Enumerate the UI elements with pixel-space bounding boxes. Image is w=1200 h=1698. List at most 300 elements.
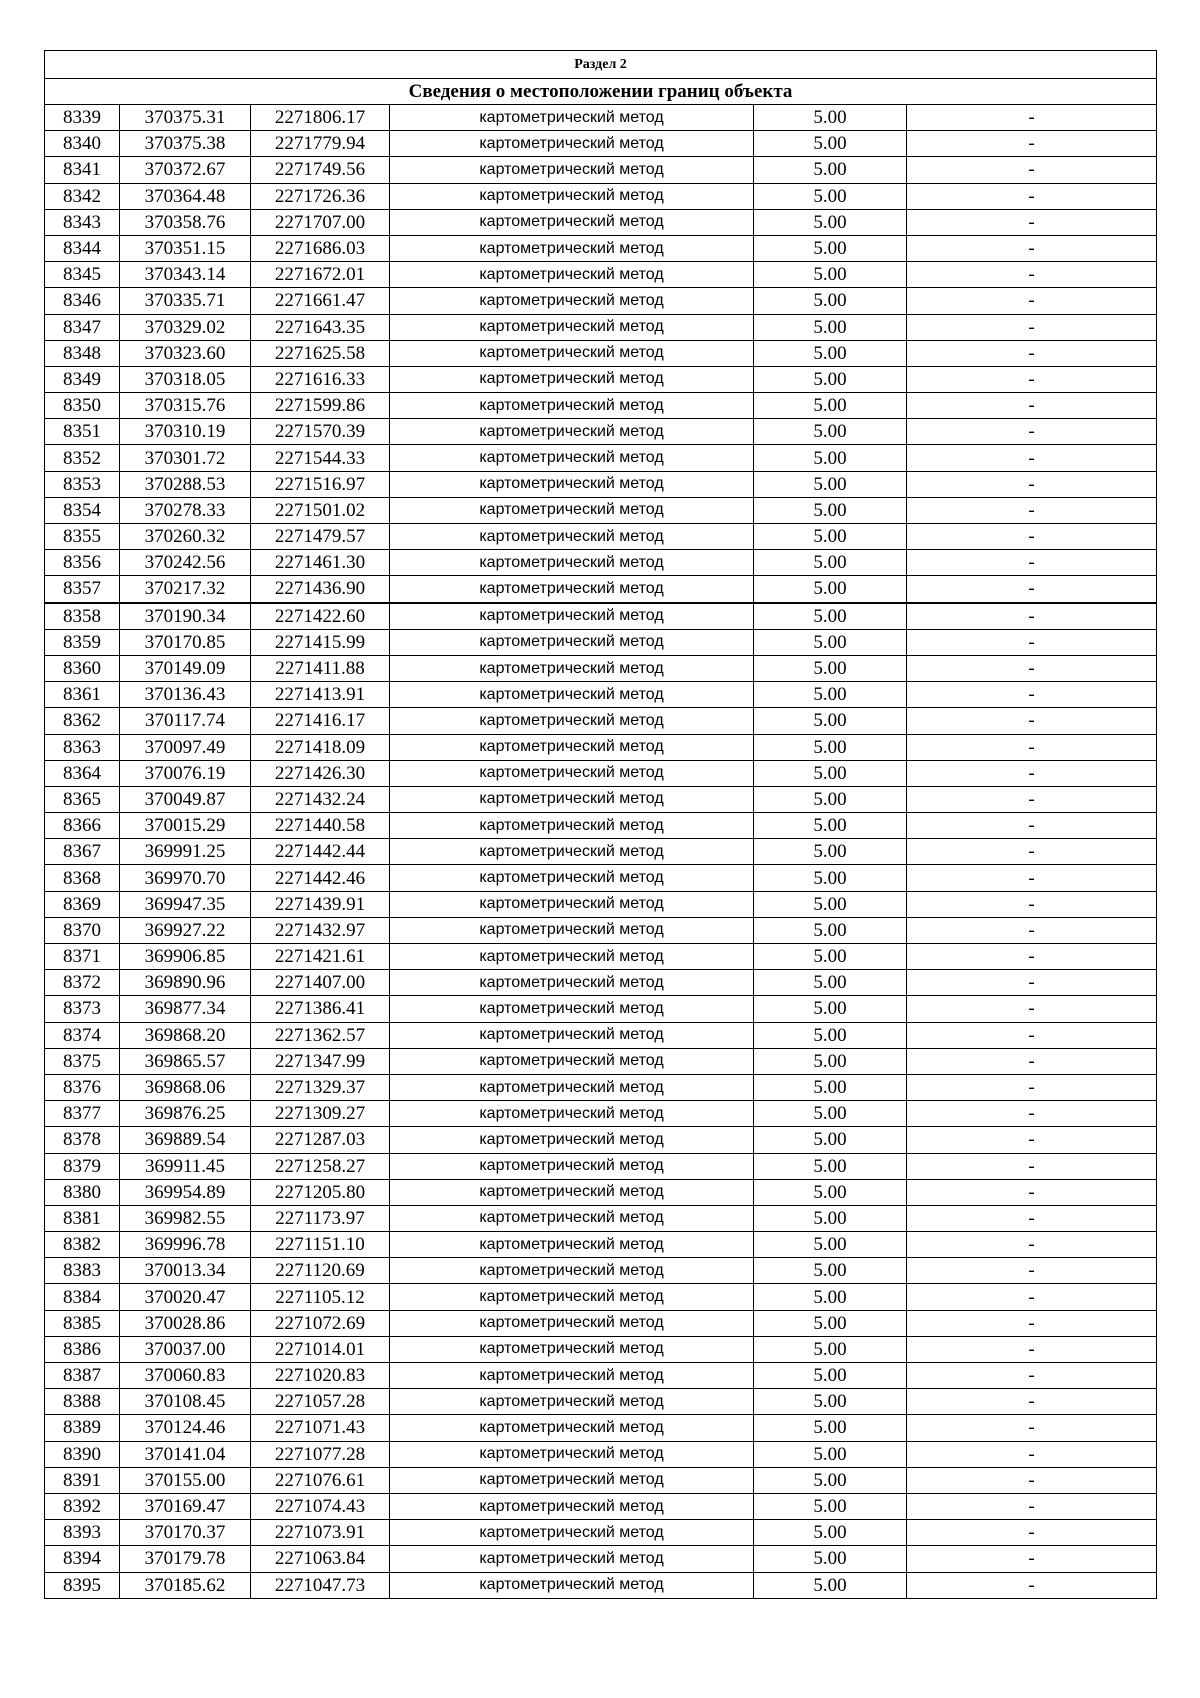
- point-number-cell: 8385: [45, 1310, 120, 1336]
- description-cell: -: [907, 445, 1157, 471]
- description-cell: -: [907, 419, 1157, 445]
- description-cell: -: [907, 209, 1157, 235]
- method-cell: картометрический метод: [390, 235, 754, 261]
- point-number-cell: 8362: [45, 708, 120, 734]
- table-row: [45, 550, 1157, 576]
- accuracy-cell: 5.00: [754, 209, 907, 235]
- x-coordinate-cell: 370170.37: [120, 1520, 251, 1546]
- method-cell: картометрический метод: [390, 1520, 754, 1546]
- y-coordinate-cell: 2271726.36: [251, 183, 390, 209]
- accuracy-cell: 5.00: [754, 760, 907, 786]
- point-number-cell: 8345: [45, 262, 120, 288]
- description-cell: -: [907, 970, 1157, 996]
- description-cell: -: [907, 550, 1157, 576]
- accuracy-cell: 5.00: [754, 1520, 907, 1546]
- description-cell: -: [907, 235, 1157, 261]
- accuracy-cell: 5.00: [754, 1284, 907, 1310]
- table-row: [45, 366, 1157, 392]
- point-number-cell: 8386: [45, 1336, 120, 1362]
- description-cell: -: [907, 1153, 1157, 1179]
- y-coordinate-cell: 2271440.58: [251, 813, 390, 839]
- accuracy-cell: 5.00: [754, 603, 907, 630]
- y-coordinate-cell: 2271415.99: [251, 629, 390, 655]
- x-coordinate-cell: 369982.55: [120, 1205, 251, 1231]
- table-row: [45, 288, 1157, 314]
- x-coordinate-cell: 369991.25: [120, 839, 251, 865]
- y-coordinate-cell: 2271014.01: [251, 1336, 390, 1362]
- x-coordinate-cell: 370323.60: [120, 340, 251, 366]
- y-coordinate-cell: 2271616.33: [251, 366, 390, 392]
- x-coordinate-cell: 369890.96: [120, 970, 251, 996]
- x-coordinate-cell: 370185.62: [120, 1572, 251, 1598]
- table-row: [45, 1101, 1157, 1127]
- method-cell: картометрический метод: [390, 471, 754, 497]
- point-number-cell: 8377: [45, 1101, 120, 1127]
- x-coordinate-cell: 370169.47: [120, 1493, 251, 1519]
- point-number-cell: 8382: [45, 1232, 120, 1258]
- method-cell: картометрический метод: [390, 1441, 754, 1467]
- table-row: [45, 209, 1157, 235]
- table-row: [45, 1127, 1157, 1153]
- description-cell: -: [907, 944, 1157, 970]
- description-cell: -: [907, 105, 1157, 131]
- method-cell: картометрический метод: [390, 1310, 754, 1336]
- point-number-cell: 8353: [45, 471, 120, 497]
- method-cell: картометрический метод: [390, 209, 754, 235]
- method-cell: картометрический метод: [390, 105, 754, 131]
- accuracy-cell: 5.00: [754, 1258, 907, 1284]
- method-cell: картометрический метод: [390, 576, 754, 603]
- method-cell: картометрический метод: [390, 1493, 754, 1519]
- x-coordinate-cell: 370141.04: [120, 1441, 251, 1467]
- description-cell: -: [907, 1310, 1157, 1336]
- y-coordinate-cell: 2271063.84: [251, 1546, 390, 1572]
- table-row: [45, 682, 1157, 708]
- x-coordinate-cell: 370278.33: [120, 497, 251, 523]
- method-cell: картометрический метод: [390, 813, 754, 839]
- point-number-cell: 8360: [45, 655, 120, 681]
- method-cell: картометрический метод: [390, 996, 754, 1022]
- y-coordinate-cell: 2271362.57: [251, 1022, 390, 1048]
- description-cell: -: [907, 917, 1157, 943]
- point-number-cell: 8342: [45, 183, 120, 209]
- x-coordinate-cell: 370329.02: [120, 314, 251, 340]
- description-cell: -: [907, 393, 1157, 419]
- y-coordinate-cell: 2271020.83: [251, 1363, 390, 1389]
- point-number-cell: 8392: [45, 1493, 120, 1519]
- method-cell: картометрический метод: [390, 708, 754, 734]
- accuracy-cell: 5.00: [754, 1048, 907, 1074]
- accuracy-cell: 5.00: [754, 1546, 907, 1572]
- y-coordinate-cell: 2271442.44: [251, 839, 390, 865]
- table-row: [45, 393, 1157, 419]
- y-coordinate-cell: 2271347.99: [251, 1048, 390, 1074]
- x-coordinate-cell: 369954.89: [120, 1179, 251, 1205]
- x-coordinate-cell: 370301.72: [120, 445, 251, 471]
- y-coordinate-cell: 2271407.00: [251, 970, 390, 996]
- point-number-cell: 8344: [45, 235, 120, 261]
- table-row: [45, 576, 1157, 603]
- y-coordinate-cell: 2271411.88: [251, 655, 390, 681]
- description-cell: -: [907, 131, 1157, 157]
- method-cell: картометрический метод: [390, 891, 754, 917]
- method-cell: картометрический метод: [390, 550, 754, 576]
- point-number-cell: 8387: [45, 1363, 120, 1389]
- x-coordinate-cell: 370108.45: [120, 1389, 251, 1415]
- point-number-cell: 8363: [45, 734, 120, 760]
- description-cell: -: [907, 1493, 1157, 1519]
- accuracy-cell: 5.00: [754, 1153, 907, 1179]
- accuracy-cell: 5.00: [754, 1310, 907, 1336]
- point-number-cell: 8352: [45, 445, 120, 471]
- accuracy-cell: 5.00: [754, 839, 907, 865]
- x-coordinate-cell: 370315.76: [120, 393, 251, 419]
- y-coordinate-cell: 2271707.00: [251, 209, 390, 235]
- description-cell: -: [907, 1232, 1157, 1258]
- description-cell: -: [907, 1415, 1157, 1441]
- y-coordinate-cell: 2271432.97: [251, 917, 390, 943]
- y-coordinate-cell: 2271076.61: [251, 1467, 390, 1493]
- table-row: [45, 524, 1157, 550]
- table-row: [45, 786, 1157, 812]
- description-cell: -: [907, 314, 1157, 340]
- y-coordinate-cell: 2271442.46: [251, 865, 390, 891]
- description-cell: -: [907, 288, 1157, 314]
- point-number-cell: 8367: [45, 839, 120, 865]
- table-row: [45, 655, 1157, 681]
- y-coordinate-cell: 2271074.43: [251, 1493, 390, 1519]
- method-cell: картометрический метод: [390, 262, 754, 288]
- point-number-cell: 8366: [45, 813, 120, 839]
- accuracy-cell: 5.00: [754, 1022, 907, 1048]
- description-cell: -: [907, 497, 1157, 523]
- description-cell: -: [907, 262, 1157, 288]
- accuracy-cell: 5.00: [754, 288, 907, 314]
- accuracy-cell: 5.00: [754, 996, 907, 1022]
- method-cell: картометрический метод: [390, 629, 754, 655]
- table-row: [45, 760, 1157, 786]
- section-title: Сведения о местоположении границ объекта: [45, 79, 1157, 105]
- y-coordinate-cell: 2271418.09: [251, 734, 390, 760]
- y-coordinate-cell: 2271461.30: [251, 550, 390, 576]
- x-coordinate-cell: 370351.15: [120, 235, 251, 261]
- table-row: [45, 813, 1157, 839]
- description-cell: -: [907, 760, 1157, 786]
- point-number-cell: 8350: [45, 393, 120, 419]
- y-coordinate-cell: 2271479.57: [251, 524, 390, 550]
- y-coordinate-cell: 2271205.80: [251, 1179, 390, 1205]
- x-coordinate-cell: 369868.20: [120, 1022, 251, 1048]
- point-number-cell: 8354: [45, 497, 120, 523]
- table-row: [45, 262, 1157, 288]
- y-coordinate-cell: 2271643.35: [251, 314, 390, 340]
- description-cell: -: [907, 603, 1157, 630]
- x-coordinate-cell: 370076.19: [120, 760, 251, 786]
- accuracy-cell: 5.00: [754, 183, 907, 209]
- x-coordinate-cell: 370358.76: [120, 209, 251, 235]
- method-cell: картометрический метод: [390, 314, 754, 340]
- description-cell: -: [907, 1546, 1157, 1572]
- table-row: [45, 340, 1157, 366]
- table-row: [45, 1310, 1157, 1336]
- point-number-cell: 8341: [45, 157, 120, 183]
- description-cell: -: [907, 1258, 1157, 1284]
- point-number-cell: 8361: [45, 682, 120, 708]
- description-cell: -: [907, 891, 1157, 917]
- point-number-cell: 8391: [45, 1467, 120, 1493]
- table-row: [45, 1546, 1157, 1572]
- method-cell: картометрический метод: [390, 1467, 754, 1493]
- accuracy-cell: 5.00: [754, 235, 907, 261]
- y-coordinate-cell: 2271105.12: [251, 1284, 390, 1310]
- point-number-cell: 8388: [45, 1389, 120, 1415]
- description-cell: -: [907, 1572, 1157, 1598]
- point-number-cell: 8368: [45, 865, 120, 891]
- accuracy-cell: 5.00: [754, 1127, 907, 1153]
- x-coordinate-cell: 369996.78: [120, 1232, 251, 1258]
- table-row: [45, 1022, 1157, 1048]
- x-coordinate-cell: 370372.67: [120, 157, 251, 183]
- point-number-cell: 8340: [45, 131, 120, 157]
- y-coordinate-cell: 2271422.60: [251, 603, 390, 630]
- point-number-cell: 8356: [45, 550, 120, 576]
- method-cell: картометрический метод: [390, 1572, 754, 1598]
- description-cell: -: [907, 1389, 1157, 1415]
- table-row: [45, 157, 1157, 183]
- accuracy-cell: 5.00: [754, 944, 907, 970]
- y-coordinate-cell: 2271501.02: [251, 497, 390, 523]
- method-cell: картометрический метод: [390, 1101, 754, 1127]
- table-row: [45, 944, 1157, 970]
- accuracy-cell: 5.00: [754, 1336, 907, 1362]
- method-cell: картометрический метод: [390, 524, 754, 550]
- table-row: [45, 891, 1157, 917]
- description-cell: -: [907, 708, 1157, 734]
- table-row: [45, 1389, 1157, 1415]
- accuracy-cell: 5.00: [754, 340, 907, 366]
- x-coordinate-cell: 370124.46: [120, 1415, 251, 1441]
- point-number-cell: 8347: [45, 314, 120, 340]
- point-number-cell: 8359: [45, 629, 120, 655]
- table-row: [45, 445, 1157, 471]
- y-coordinate-cell: 2271436.90: [251, 576, 390, 603]
- point-number-cell: 8378: [45, 1127, 120, 1153]
- y-coordinate-cell: 2271544.33: [251, 445, 390, 471]
- point-number-cell: 8379: [45, 1153, 120, 1179]
- description-cell: -: [907, 839, 1157, 865]
- section-title-row: [45, 79, 1157, 105]
- accuracy-cell: 5.00: [754, 917, 907, 943]
- y-coordinate-cell: 2271071.43: [251, 1415, 390, 1441]
- table-row: [45, 183, 1157, 209]
- description-cell: -: [907, 1179, 1157, 1205]
- table-row: [45, 1153, 1157, 1179]
- x-coordinate-cell: 369865.57: [120, 1048, 251, 1074]
- x-coordinate-cell: 369877.34: [120, 996, 251, 1022]
- point-number-cell: 8394: [45, 1546, 120, 1572]
- y-coordinate-cell: 2271386.41: [251, 996, 390, 1022]
- description-cell: -: [907, 629, 1157, 655]
- accuracy-cell: 5.00: [754, 708, 907, 734]
- accuracy-cell: 5.00: [754, 157, 907, 183]
- table-row: [45, 1572, 1157, 1598]
- accuracy-cell: 5.00: [754, 786, 907, 812]
- table-row: [45, 235, 1157, 261]
- description-cell: -: [907, 682, 1157, 708]
- table-row: [45, 865, 1157, 891]
- description-cell: -: [907, 1074, 1157, 1100]
- point-number-cell: 8383: [45, 1258, 120, 1284]
- section-label-row: [45, 51, 1157, 79]
- method-cell: картометрический метод: [390, 393, 754, 419]
- y-coordinate-cell: 2271749.56: [251, 157, 390, 183]
- point-number-cell: 8371: [45, 944, 120, 970]
- x-coordinate-cell: 370117.74: [120, 708, 251, 734]
- table-row: [45, 419, 1157, 445]
- accuracy-cell: 5.00: [754, 576, 907, 603]
- table-row: [45, 131, 1157, 157]
- description-cell: -: [907, 524, 1157, 550]
- x-coordinate-cell: 370335.71: [120, 288, 251, 314]
- description-cell: -: [907, 655, 1157, 681]
- accuracy-cell: 5.00: [754, 262, 907, 288]
- x-coordinate-cell: 370049.87: [120, 786, 251, 812]
- point-number-cell: 8384: [45, 1284, 120, 1310]
- point-number-cell: 8355: [45, 524, 120, 550]
- y-coordinate-cell: 2271779.94: [251, 131, 390, 157]
- table-row: [45, 839, 1157, 865]
- x-coordinate-cell: 370170.85: [120, 629, 251, 655]
- x-coordinate-cell: 369947.35: [120, 891, 251, 917]
- table-row: [45, 1179, 1157, 1205]
- y-coordinate-cell: 2271329.37: [251, 1074, 390, 1100]
- description-cell: -: [907, 1101, 1157, 1127]
- description-cell: -: [907, 1022, 1157, 1048]
- x-coordinate-cell: 369906.85: [120, 944, 251, 970]
- description-cell: -: [907, 366, 1157, 392]
- method-cell: картометрический метод: [390, 1022, 754, 1048]
- method-cell: картометрический метод: [390, 340, 754, 366]
- accuracy-cell: 5.00: [754, 629, 907, 655]
- table-row: [45, 1336, 1157, 1362]
- description-cell: -: [907, 734, 1157, 760]
- accuracy-cell: 5.00: [754, 682, 907, 708]
- y-coordinate-cell: 2271173.97: [251, 1205, 390, 1231]
- x-coordinate-cell: 370217.32: [120, 576, 251, 603]
- method-cell: картометрический метод: [390, 603, 754, 630]
- table-row: [45, 629, 1157, 655]
- accuracy-cell: 5.00: [754, 393, 907, 419]
- description-cell: -: [907, 340, 1157, 366]
- x-coordinate-cell: 369889.54: [120, 1127, 251, 1153]
- y-coordinate-cell: 2271570.39: [251, 419, 390, 445]
- method-cell: картометрический метод: [390, 1363, 754, 1389]
- accuracy-cell: 5.00: [754, 524, 907, 550]
- table-row: [45, 1074, 1157, 1100]
- point-number-cell: 8343: [45, 209, 120, 235]
- accuracy-cell: 5.00: [754, 1074, 907, 1100]
- table-row: [45, 996, 1157, 1022]
- method-cell: картометрический метод: [390, 655, 754, 681]
- method-cell: картометрический метод: [390, 917, 754, 943]
- x-coordinate-cell: 370242.56: [120, 550, 251, 576]
- accuracy-cell: 5.00: [754, 497, 907, 523]
- accuracy-cell: 5.00: [754, 1389, 907, 1415]
- method-cell: картометрический метод: [390, 760, 754, 786]
- accuracy-cell: 5.00: [754, 366, 907, 392]
- point-number-cell: 8389: [45, 1415, 120, 1441]
- point-number-cell: 8369: [45, 891, 120, 917]
- method-cell: картометрический метод: [390, 1153, 754, 1179]
- y-coordinate-cell: 2271047.73: [251, 1572, 390, 1598]
- x-coordinate-cell: 369911.45: [120, 1153, 251, 1179]
- accuracy-cell: 5.00: [754, 1101, 907, 1127]
- accuracy-cell: 5.00: [754, 1493, 907, 1519]
- method-cell: картометрический метод: [390, 682, 754, 708]
- table-row: [45, 1232, 1157, 1258]
- accuracy-cell: 5.00: [754, 1572, 907, 1598]
- table-row: [45, 708, 1157, 734]
- table-row: [45, 1441, 1157, 1467]
- method-cell: картометрический метод: [390, 157, 754, 183]
- x-coordinate-cell: 370028.86: [120, 1310, 251, 1336]
- method-cell: картометрический метод: [390, 1205, 754, 1231]
- accuracy-cell: 5.00: [754, 655, 907, 681]
- point-number-cell: 8358: [45, 603, 120, 630]
- method-cell: картометрический метод: [390, 1415, 754, 1441]
- y-coordinate-cell: 2271599.86: [251, 393, 390, 419]
- y-coordinate-cell: 2271258.27: [251, 1153, 390, 1179]
- accuracy-cell: 5.00: [754, 1179, 907, 1205]
- accuracy-cell: 5.00: [754, 445, 907, 471]
- description-cell: -: [907, 576, 1157, 603]
- x-coordinate-cell: 370020.47: [120, 1284, 251, 1310]
- boundary-coordinates-table: [44, 50, 1157, 1599]
- accuracy-cell: 5.00: [754, 813, 907, 839]
- description-cell: -: [907, 865, 1157, 891]
- point-number-cell: 8390: [45, 1441, 120, 1467]
- point-number-cell: 8372: [45, 970, 120, 996]
- description-cell: -: [907, 471, 1157, 497]
- description-cell: -: [907, 1284, 1157, 1310]
- x-coordinate-cell: 370288.53: [120, 471, 251, 497]
- accuracy-cell: 5.00: [754, 1441, 907, 1467]
- description-cell: -: [907, 1441, 1157, 1467]
- method-cell: картометрический метод: [390, 1258, 754, 1284]
- description-cell: -: [907, 1363, 1157, 1389]
- point-number-cell: 8348: [45, 340, 120, 366]
- table-row: [45, 1520, 1157, 1546]
- table-row: [45, 734, 1157, 760]
- point-number-cell: 8339: [45, 105, 120, 131]
- description-cell: -: [907, 1520, 1157, 1546]
- table-row: [45, 105, 1157, 131]
- description-cell: -: [907, 996, 1157, 1022]
- x-coordinate-cell: 370015.29: [120, 813, 251, 839]
- y-coordinate-cell: 2271077.28: [251, 1441, 390, 1467]
- method-cell: картометрический метод: [390, 970, 754, 996]
- point-number-cell: 8395: [45, 1572, 120, 1598]
- point-number-cell: 8370: [45, 917, 120, 943]
- description-cell: -: [907, 1127, 1157, 1153]
- accuracy-cell: 5.00: [754, 1232, 907, 1258]
- point-number-cell: 8351: [45, 419, 120, 445]
- description-cell: -: [907, 786, 1157, 812]
- x-coordinate-cell: 369876.25: [120, 1101, 251, 1127]
- point-number-cell: 8376: [45, 1074, 120, 1100]
- table-row: [45, 1467, 1157, 1493]
- point-number-cell: 8374: [45, 1022, 120, 1048]
